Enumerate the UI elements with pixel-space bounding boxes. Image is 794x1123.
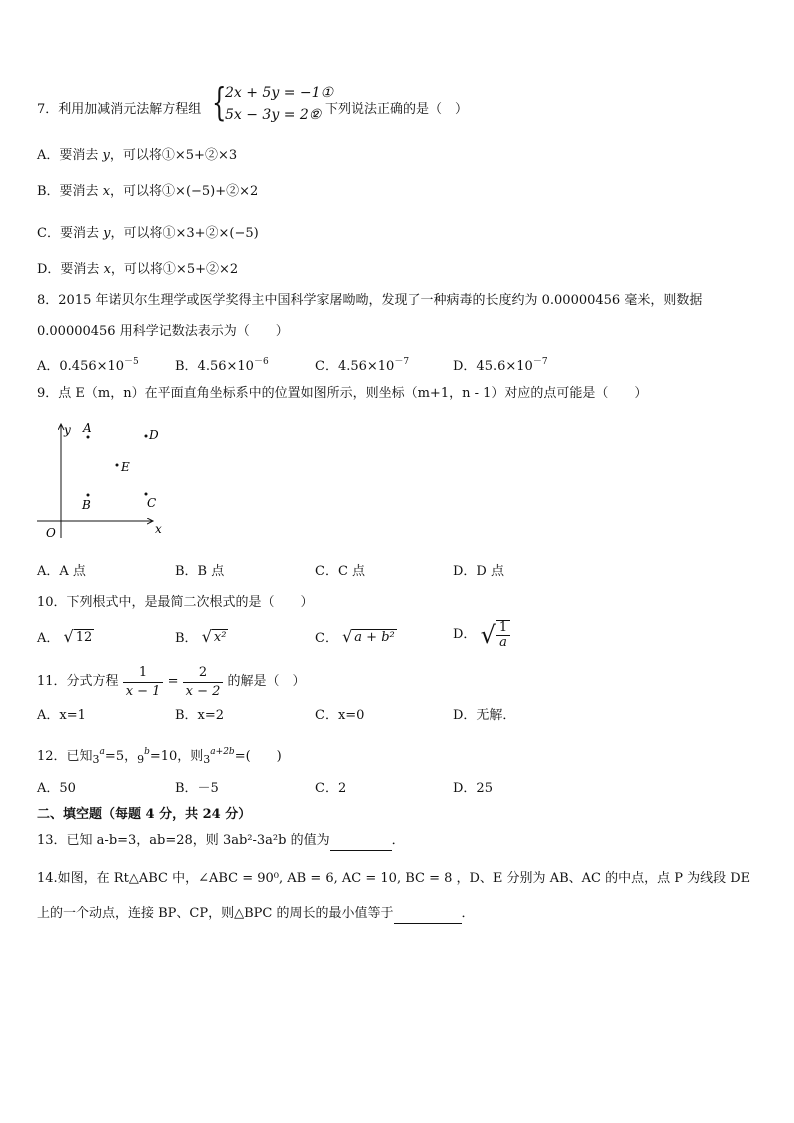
q11-lhs-fraction: $\frac{1}{x - 1}$ bbox=[123, 664, 164, 701]
q11-rhs-fraction: $\frac{2}{x - 2}$ bbox=[183, 664, 224, 701]
section-heading: 二、填空题（每题 4 分，共 24 分） bbox=[37, 807, 252, 822]
q13-stem: 13．已知 a-b=3，ab=28，则 3ab²-3a²b 的值为 ． bbox=[37, 832, 405, 851]
point-e-label: E bbox=[121, 460, 130, 474]
q7-option-a[interactable]: A．要消去 y，可以将①×5+②×3 bbox=[37, 148, 238, 163]
point-c-label: C bbox=[147, 496, 157, 510]
q11-stem: 11．分式方程 $\frac{1}{x - 1}$ = $\frac{2}{x - 2}$ 的解是（ ） bbox=[37, 664, 306, 699]
q7-prefix: 7．利用加减消元法解方程组 bbox=[37, 102, 202, 117]
q9-text: 9．点 E（m，n）在平面直角坐标系中的位置如图所示，则坐标（m+1，n - 1）对应的点可能是（ ） bbox=[37, 386, 648, 401]
q12-option-c[interactable]: C．2 bbox=[315, 781, 347, 796]
q10-option-d[interactable]: D． √ $\frac{1}{a}$ bbox=[453, 620, 510, 650]
q7-eq2: 5x − 3y = 2② bbox=[225, 107, 322, 123]
q14-answer-blank[interactable] bbox=[394, 905, 462, 924]
q7-brace: { bbox=[212, 80, 227, 124]
q11-option-d[interactable]: D．无解． bbox=[453, 708, 516, 723]
q12-option-a[interactable]: A．50 bbox=[37, 781, 76, 796]
q7-option-b[interactable]: B．要消去 x，可以将①×(−5)+②×2 bbox=[37, 184, 259, 199]
q10-option-c[interactable]: C． √ a + b² bbox=[315, 627, 395, 646]
q8-option-c[interactable]: C．$4.56\times 10^{-7}$ bbox=[315, 357, 410, 374]
q14-line2: 上的一个动点，连接 BP、CP，则△BPC 的周长的最小值等于 ． bbox=[37, 905, 475, 924]
q13-answer-blank[interactable] bbox=[330, 832, 392, 851]
q8-option-a[interactable]: A．$0.456\times 10^{-5}$ bbox=[37, 357, 139, 374]
q10-text: 10．下列根式中，是最简二次根式的是（ ） bbox=[37, 595, 314, 610]
x-axis-label: x bbox=[155, 522, 162, 536]
q7-eq1: 2x + 5y = −1① bbox=[225, 85, 334, 101]
q9-option-d[interactable]: D．D 点 bbox=[453, 564, 504, 579]
sqrt-12: √ 12 bbox=[63, 627, 93, 646]
q10-option-b[interactable]: B． √ x² bbox=[175, 627, 227, 646]
point-b bbox=[87, 494, 90, 497]
point-a-label: A bbox=[83, 421, 92, 435]
point-d-label: D bbox=[149, 428, 159, 442]
q7-stem bbox=[37, 101, 201, 119]
q12-stem: 12．已知$_3^a$=5，$_9^b$=10，则$_3^{a+2b}$=( ) bbox=[37, 747, 282, 766]
q9-option-c[interactable]: C．C 点 bbox=[315, 564, 366, 579]
q11-option-b[interactable]: B．x=2 bbox=[175, 708, 225, 723]
q12-option-d[interactable]: D．25 bbox=[453, 781, 493, 796]
point-e bbox=[116, 464, 119, 467]
q9-option-a[interactable]: A．A 点 bbox=[37, 564, 86, 579]
q14-line1: 14.如图，在 Rt△ABC 中，∠ABC = 90⁰, AB = 6, AC = 10, BC = 8 ，D、E 分别为 AB、AC 的中点，点 P 为线段 DE bbox=[37, 871, 751, 886]
sqrt-x-squared: √ x² bbox=[201, 627, 227, 646]
q8-option-b[interactable]: B．$4.56\times 10^{-6}$ bbox=[175, 357, 269, 374]
y-axis-label: y bbox=[64, 423, 71, 437]
q10-option-a[interactable]: A． √ 12 bbox=[37, 627, 93, 646]
q7-option-d[interactable]: D．要消去 x，可以将①×5+②×2 bbox=[37, 262, 239, 277]
q9-coordinate-graph bbox=[33, 418, 168, 543]
q8-line1: 8．2015 年诺贝尔生理学或医学奖得主中国科学家屠呦呦，发现了一种病毒的长度约为 0.00000456 毫米，则数据 bbox=[37, 293, 703, 308]
origin-label: O bbox=[46, 526, 56, 540]
q8-line2: 0.00000456 用科学记数法表示为（ ） bbox=[37, 324, 289, 339]
sqrt-a-plus-b-squared: √ a + b² bbox=[342, 627, 395, 646]
point-a bbox=[87, 436, 90, 439]
point-d bbox=[145, 435, 148, 438]
q12-option-b[interactable]: B．－5 bbox=[175, 781, 219, 796]
point-b-label: B bbox=[82, 498, 91, 512]
q11-option-a[interactable]: A．x=1 bbox=[37, 708, 86, 723]
sqrt-one-over-a: √ $\frac{1}{a}$ bbox=[481, 620, 511, 650]
q11-option-c[interactable]: C．x=0 bbox=[315, 708, 365, 723]
q7-option-c[interactable]: C．要消去 y，可以将①×3+②×(−5) bbox=[37, 226, 259, 241]
q7-suffix: ，下列说法正确的是（ ） bbox=[312, 102, 469, 117]
q9-option-b[interactable]: B．B 点 bbox=[175, 564, 225, 579]
q8-option-d[interactable]: D．$45.6\times 10^{-7}$ bbox=[453, 357, 548, 374]
